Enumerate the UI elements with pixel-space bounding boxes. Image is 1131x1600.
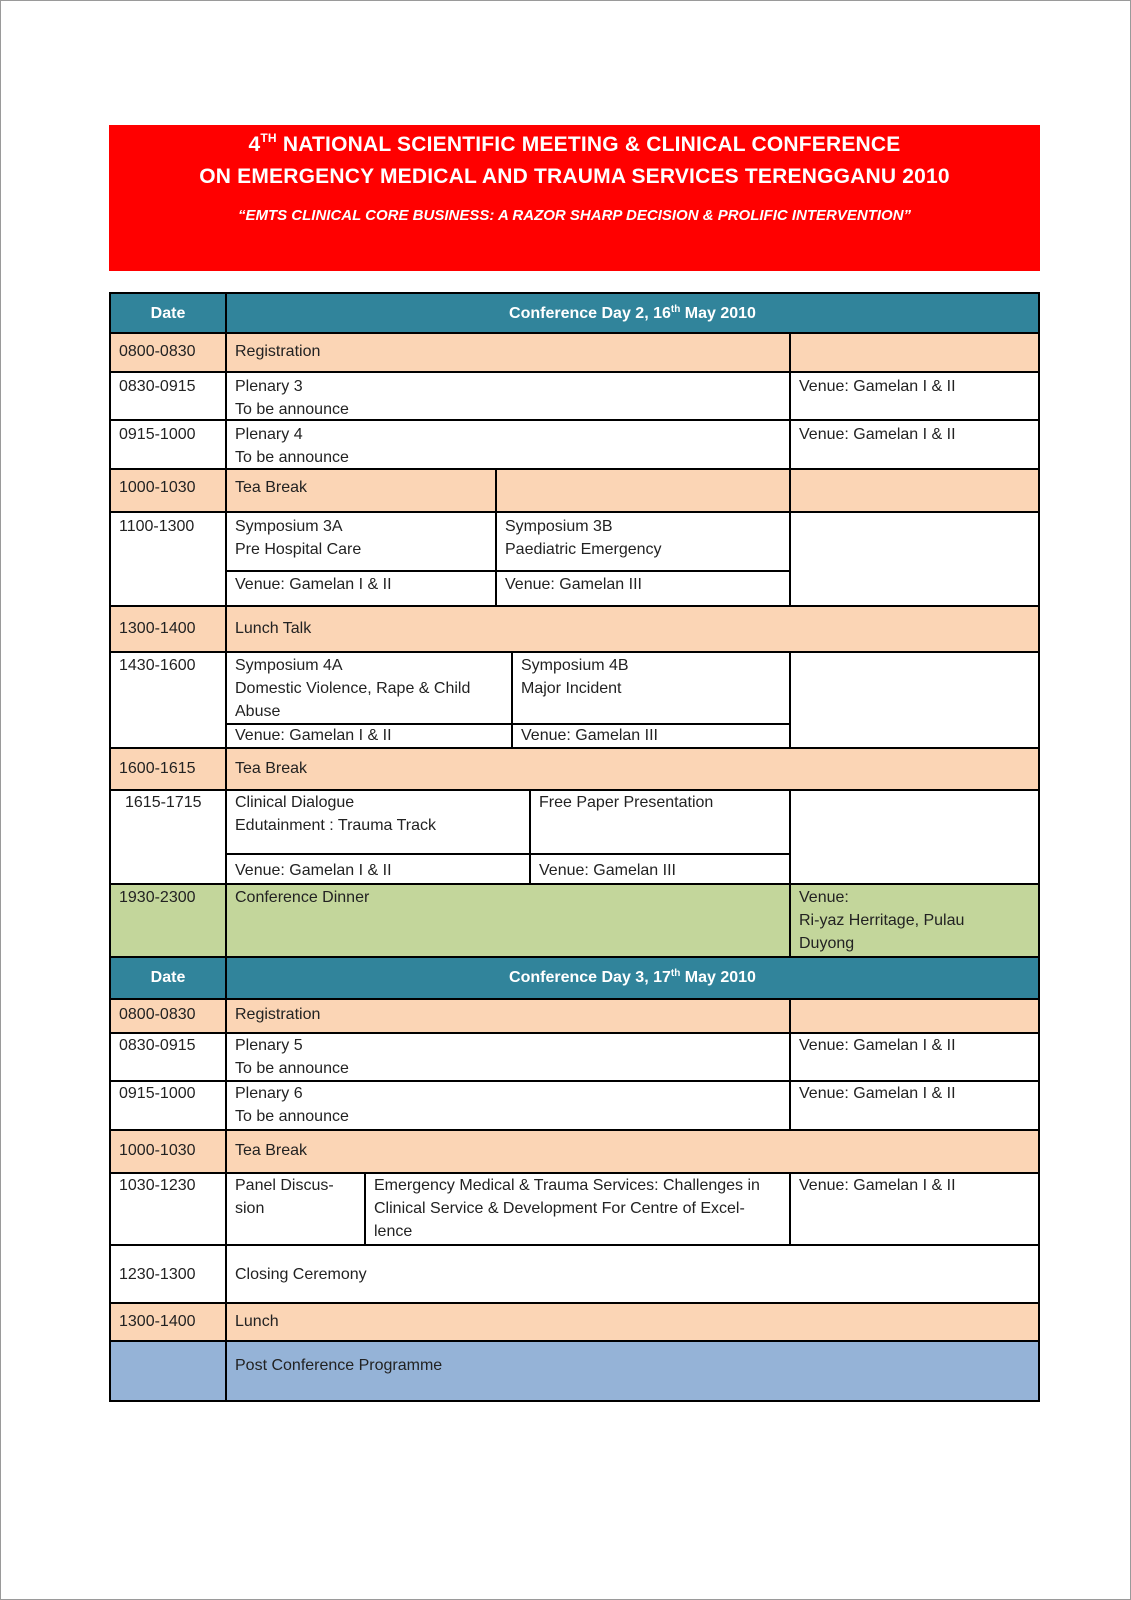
banner-title-line1: 4TH NATIONAL SCIENTIFIC MEETING & CLINICAL CONFERENCE: [248, 131, 901, 156]
day3-time-1030: 1030-1230: [111, 1174, 227, 1246]
symposium-4b: [513, 653, 791, 725]
plenary-4-title: Plenary 4: [235, 426, 303, 443]
clinical-dialogue-venue: Venue: Gamelan I & II: [227, 855, 531, 885]
panel-topic-line3: lence: [374, 1223, 413, 1240]
day2-plenary-3: [227, 373, 791, 421]
dinner-venue-label: Venue:: [799, 889, 849, 906]
panel-discussion-label: [227, 1174, 366, 1246]
plenary-6-subtitle: To be announce: [235, 1108, 349, 1125]
day3-plenary-6: [227, 1082, 791, 1131]
day2-time-1600: 1600-1615: [111, 749, 227, 791]
symposium-4b-subtitle: Major Incident: [521, 680, 622, 697]
plenary-3-title: Plenary 3: [235, 378, 303, 395]
day3-tea-break: Tea Break: [227, 1131, 1038, 1174]
panel-discussion-venue: Venue: Gamelan I & II: [791, 1174, 1038, 1246]
symposium-4a-venue: Venue: Gamelan I & II: [227, 725, 513, 749]
day2-tea-break-1: Tea Break: [227, 470, 497, 513]
day2-time-1615: 1615-1715: [111, 791, 227, 885]
panel-topic-line2: Clinical Service & Development For Centre of Excel-: [374, 1200, 745, 1217]
banner-theme: “EMTS CLINICAL CORE BUSINESS: A RAZOR SHARP DECISION & PROLIFIC INTERVENTION”: [237, 207, 912, 224]
closing-ceremony: Closing Ceremony: [227, 1246, 1038, 1304]
day3-registration: Registration: [227, 1000, 791, 1034]
symposium-4a-title: Symposium 4A: [235, 657, 343, 674]
plenary-4-subtitle: To be announce: [235, 449, 349, 466]
symposium-3b-venue: Venue: Gamelan III: [497, 572, 791, 607]
day2-time-0830: 0830-0915: [111, 373, 227, 421]
day3-lunch: Lunch: [227, 1304, 1038, 1342]
free-paper-presentation: Free Paper Presentation: [531, 791, 791, 855]
day3-time-0830: 0830-0915: [111, 1034, 227, 1082]
symposium-4b-venue: Venue: Gamelan III: [513, 725, 791, 749]
day2-time-1430: 1430-1600: [111, 653, 227, 749]
plenary-3-subtitle: To be announce: [235, 401, 349, 418]
clinical-dialogue: [227, 791, 531, 855]
plenary-5-title: Plenary 5: [235, 1037, 303, 1054]
day3-time-post: [111, 1342, 227, 1400]
post-conference-programme: Post Conference Programme: [227, 1342, 1038, 1400]
symposium-4a: [227, 653, 513, 725]
day2-registration: Registration: [227, 334, 791, 373]
day3-plenary-5: [227, 1034, 791, 1082]
day2-tea-break-2: Tea Break: [227, 749, 1038, 791]
conference-dinner: Conference Dinner: [227, 885, 791, 958]
day2-plenary-4-venue: Venue: Gamelan I & II: [791, 421, 1038, 470]
plenary-6-title: Plenary 6: [235, 1085, 303, 1102]
symposium-3a-subtitle: Pre Hospital Care: [235, 541, 362, 558]
panel-discussion-label-line1: Panel Discus-: [235, 1177, 334, 1194]
symposium-4a-subtitle-line2: Abuse: [235, 703, 281, 720]
schedule-table: [109, 292, 1040, 1402]
day2-time-1300: 1300-1400: [111, 607, 227, 653]
day2-symposium-4-venue-blank: [791, 653, 1038, 749]
day2-time-1100: 1100-1300: [111, 513, 227, 607]
day2-time-1930: 1930-2300: [111, 885, 227, 958]
banner-title-line2: ON EMERGENCY MEDICAL AND TRAUMA SERVICES TERENGGANU 2010: [199, 165, 950, 188]
free-paper-venue: Venue: Gamelan III: [531, 855, 791, 885]
plenary-5-subtitle: To be announce: [235, 1060, 349, 1077]
day2-time-1000: 1000-1030: [111, 470, 227, 513]
conference-banner: [109, 125, 1040, 271]
day3-time-1000: 1000-1030: [111, 1131, 227, 1174]
symposium-3b-title: Symposium 3B: [505, 518, 613, 535]
day2-time-0915: 0915-1000: [111, 421, 227, 470]
day3-time-1300: 1300-1400: [111, 1304, 227, 1342]
symposium-3a-title: Symposium 3A: [235, 518, 343, 535]
day2-plenary-3-venue: Venue: Gamelan I & II: [791, 373, 1038, 421]
day2-registration-venue: [791, 334, 1038, 373]
day2-symposium-3-venue-blank: [791, 513, 1038, 607]
day3-title-header: Conference Day 3, 17th May 2010: [227, 958, 1038, 1000]
day2-title-header: Conference Day 2, 16th May 2010: [227, 294, 1038, 334]
day2-tea-break-1-venue: [791, 470, 1038, 513]
symposium-3b-subtitle: Paediatric Emergency: [505, 541, 662, 558]
panel-discussion-label-line2: sion: [235, 1200, 265, 1217]
day3-time-0915: 0915-1000: [111, 1082, 227, 1131]
dinner-venue-line2: Duyong: [799, 935, 855, 952]
day3-time-0800: 0800-0830: [111, 1000, 227, 1034]
symposium-4a-subtitle-line1: Domestic Violence, Rape & Child: [235, 680, 471, 697]
clinical-dialogue-title: Clinical Dialogue: [235, 794, 355, 811]
day3-plenary-5-venue: Venue: Gamelan I & II: [791, 1034, 1038, 1082]
day3-time-1230: 1230-1300: [111, 1246, 227, 1304]
symposium-3a-venue: Venue: Gamelan I & II: [227, 572, 497, 607]
dinner-venue-line1: Ri-yaz Herritage, Pulau: [799, 912, 965, 929]
panel-topic-line1: Emergency Medical & Trauma Services: Challenges in: [374, 1177, 760, 1194]
day2-time-0800: 0800-0830: [111, 334, 227, 373]
day2-date-header: Date: [111, 294, 227, 334]
symposium-3a: [227, 513, 497, 572]
day3-registration-venue: [791, 1000, 1038, 1034]
conference-dinner-venue: [791, 885, 1038, 958]
clinical-dialogue-subtitle: Edutainment : Trauma Track: [235, 817, 436, 834]
symposium-4b-title: Symposium 4B: [521, 657, 629, 674]
day2-clinical-dialogue-venue-blank: [791, 791, 1038, 885]
day2-tea-break-1-blank: [497, 470, 791, 513]
panel-discussion-topic: [366, 1174, 791, 1246]
day3-plenary-6-venue: Venue: Gamelan I & II: [791, 1082, 1038, 1131]
day3-date-header: Date: [111, 958, 227, 1000]
day2-lunch-talk: Lunch Talk: [227, 607, 1038, 653]
day2-plenary-4: [227, 421, 791, 470]
symposium-3b: [497, 513, 791, 572]
